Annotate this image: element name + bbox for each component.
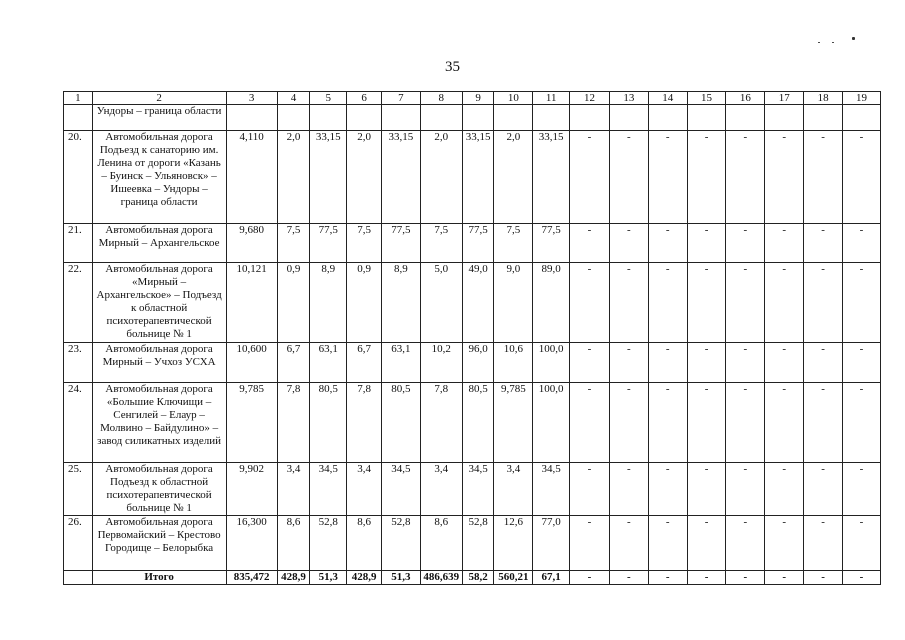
value-cell (687, 105, 726, 131)
value-cell: - (609, 263, 648, 343)
value-cell: 34,5 (381, 463, 420, 516)
road-name: Автомобильная дорога «Мирный – Архангельское» – Подъезд к областной психотерапевтической больнице № 1 (92, 263, 226, 343)
value-cell: - (687, 131, 726, 224)
header-cell: 15 (687, 92, 726, 105)
value-cell: 10,121 (226, 263, 277, 343)
total-value-cell: 428,9 (277, 571, 310, 585)
value-cell (310, 105, 347, 131)
total-value-cell: 58,2 (462, 571, 494, 585)
value-cell (226, 105, 277, 131)
total-value-cell: 67,1 (533, 571, 570, 585)
road-name: Автомобильная дорога Подъезд к областной психотерапевтической больнице № 1 (92, 463, 226, 516)
value-cell: - (687, 343, 726, 383)
value-cell: 7,5 (277, 224, 310, 263)
row-number: 20. (64, 131, 93, 224)
value-cell: - (726, 263, 765, 343)
value-cell: - (609, 383, 648, 463)
value-cell: 80,5 (381, 383, 420, 463)
total-value-cell: - (804, 571, 843, 585)
value-cell: - (609, 463, 648, 516)
value-cell: - (570, 224, 610, 263)
value-cell: - (609, 131, 648, 224)
value-cell: 10,600 (226, 343, 277, 383)
value-cell: 10,2 (420, 343, 462, 383)
value-cell: 9,902 (226, 463, 277, 516)
value-cell: - (570, 463, 610, 516)
value-cell: 2,0 (420, 131, 462, 224)
value-cell: - (765, 383, 804, 463)
scan-speck (852, 37, 855, 40)
total-value-cell: 835,472 (226, 571, 277, 585)
value-cell: - (843, 224, 881, 263)
total-value-cell: 560,21 (494, 571, 533, 585)
scan-speck (818, 42, 820, 43)
total-value-cell: - (843, 571, 881, 585)
value-cell: 0,9 (347, 263, 382, 343)
value-cell: - (843, 263, 881, 343)
header-cell: 5 (310, 92, 347, 105)
value-cell (765, 105, 804, 131)
value-cell: - (726, 383, 765, 463)
value-cell: 7,5 (494, 224, 533, 263)
road-name: Автомобильная дорога Первомайский – Крестово Городище – Белорыбка (92, 516, 226, 571)
value-cell (726, 105, 765, 131)
value-cell (347, 105, 382, 131)
header-cell: 7 (381, 92, 420, 105)
value-cell: 6,7 (347, 343, 382, 383)
value-cell: - (765, 131, 804, 224)
value-cell: 7,8 (347, 383, 382, 463)
value-cell: - (804, 383, 843, 463)
value-cell: - (843, 383, 881, 463)
value-cell: - (648, 343, 687, 383)
value-cell: 96,0 (462, 343, 494, 383)
value-cell: - (570, 516, 610, 571)
value-cell: - (609, 343, 648, 383)
value-cell: 100,0 (533, 383, 570, 463)
value-cell: 9,785 (494, 383, 533, 463)
value-cell: 8,9 (310, 263, 347, 343)
value-cell: 3,4 (420, 463, 462, 516)
value-cell: 33,15 (533, 131, 570, 224)
value-cell: - (648, 383, 687, 463)
row-number (64, 571, 93, 585)
header-cell: 17 (765, 92, 804, 105)
road-name: Автомобильная дорога Мирный – Архангельское (92, 224, 226, 263)
value-cell: - (804, 516, 843, 571)
value-cell: - (648, 516, 687, 571)
header-cell: 10 (494, 92, 533, 105)
total-value-cell: 51,3 (310, 571, 347, 585)
value-cell: 8,6 (277, 516, 310, 571)
header-cell: 16 (726, 92, 765, 105)
table-row (64, 105, 881, 131)
value-cell: 33,15 (381, 131, 420, 224)
header-cell: 3 (226, 92, 277, 105)
header-cell: 14 (648, 92, 687, 105)
value-cell: 34,5 (310, 463, 347, 516)
value-cell: 2,0 (277, 131, 310, 224)
value-cell: - (726, 516, 765, 571)
value-cell (277, 105, 310, 131)
value-cell: 9,0 (494, 263, 533, 343)
table-row (64, 263, 881, 343)
value-cell: - (687, 516, 726, 571)
total-value-cell: - (648, 571, 687, 585)
value-cell: - (687, 224, 726, 263)
value-cell: 33,15 (310, 131, 347, 224)
value-cell: - (609, 516, 648, 571)
value-cell: 7,8 (420, 383, 462, 463)
value-cell: 5,0 (420, 263, 462, 343)
value-cell: - (648, 263, 687, 343)
value-cell (533, 105, 570, 131)
total-value-cell: 51,3 (381, 571, 420, 585)
page-number: 35 (445, 59, 460, 75)
value-cell: 2,0 (494, 131, 533, 224)
value-cell: 2,0 (347, 131, 382, 224)
value-cell: - (804, 224, 843, 263)
value-cell (804, 105, 843, 131)
value-cell: 52,8 (381, 516, 420, 571)
value-cell: - (687, 463, 726, 516)
header-cell: 18 (804, 92, 843, 105)
value-cell: 52,8 (310, 516, 347, 571)
value-cell: 10,6 (494, 343, 533, 383)
header-cell: 8 (420, 92, 462, 105)
total-value-cell: - (570, 571, 610, 585)
value-cell: - (765, 463, 804, 516)
value-cell: 0,9 (277, 263, 310, 343)
value-cell: - (843, 516, 881, 571)
value-cell: 63,1 (381, 343, 420, 383)
scan-speck (832, 42, 834, 43)
total-value-cell: 428,9 (347, 571, 382, 585)
total-value-cell: - (726, 571, 765, 585)
value-cell: 9,680 (226, 224, 277, 263)
value-cell: 34,5 (533, 463, 570, 516)
value-cell: - (687, 263, 726, 343)
value-cell: 77,5 (533, 224, 570, 263)
value-cell: - (648, 224, 687, 263)
value-cell: 89,0 (533, 263, 570, 343)
value-cell (420, 105, 462, 131)
roads-table (63, 91, 881, 585)
header-cell: 6 (347, 92, 382, 105)
value-cell (843, 105, 881, 131)
value-cell: 80,5 (462, 383, 494, 463)
table-row (64, 343, 881, 383)
value-cell: - (648, 463, 687, 516)
value-cell: 80,5 (310, 383, 347, 463)
value-cell: - (843, 131, 881, 224)
road-name: Автомобильная дорога Мирный – Учхоз УСХА (92, 343, 226, 383)
value-cell: 3,4 (494, 463, 533, 516)
value-cell: 100,0 (533, 343, 570, 383)
value-cell: - (765, 343, 804, 383)
value-cell: - (765, 263, 804, 343)
value-cell: 7,5 (347, 224, 382, 263)
value-cell: 3,4 (277, 463, 310, 516)
value-cell: - (726, 343, 765, 383)
header-cell: 19 (843, 92, 881, 105)
value-cell: - (570, 131, 610, 224)
value-cell: - (726, 131, 765, 224)
row-number: 21. (64, 224, 93, 263)
table-row (64, 516, 881, 571)
table-row (64, 463, 881, 516)
value-cell: 9,785 (226, 383, 277, 463)
value-cell: - (570, 383, 610, 463)
value-cell: 16,300 (226, 516, 277, 571)
value-cell: 77,5 (381, 224, 420, 263)
value-cell: 33,15 (462, 131, 494, 224)
value-cell: 52,8 (462, 516, 494, 571)
value-cell (609, 105, 648, 131)
value-cell: 12,6 (494, 516, 533, 571)
value-cell: - (648, 131, 687, 224)
total-value-cell: - (765, 571, 804, 585)
row-number (64, 105, 93, 131)
value-cell: 8,6 (420, 516, 462, 571)
value-cell: 63,1 (310, 343, 347, 383)
value-cell: - (765, 516, 804, 571)
value-cell: - (804, 131, 843, 224)
header-cell: 13 (609, 92, 648, 105)
table-row (64, 131, 881, 224)
value-cell: - (843, 343, 881, 383)
value-cell: 77,0 (533, 516, 570, 571)
header-cell: 1 (64, 92, 93, 105)
total-value-cell: - (609, 571, 648, 585)
header-cell: 11 (533, 92, 570, 105)
value-cell: 77,5 (462, 224, 494, 263)
value-cell: 6,7 (277, 343, 310, 383)
row-number: 23. (64, 343, 93, 383)
header-cell: 9 (462, 92, 494, 105)
value-cell (494, 105, 533, 131)
header-cell: 4 (277, 92, 310, 105)
table-row (64, 224, 881, 263)
value-cell: 4,110 (226, 131, 277, 224)
value-cell: - (804, 463, 843, 516)
header-cell: 2 (92, 92, 226, 105)
row-number: 24. (64, 383, 93, 463)
value-cell (462, 105, 494, 131)
value-cell: 34,5 (462, 463, 494, 516)
value-cell: - (609, 224, 648, 263)
table-header-row (64, 92, 881, 105)
total-value-cell: - (687, 571, 726, 585)
value-cell: - (804, 263, 843, 343)
value-cell: - (843, 463, 881, 516)
road-name: Автомобильная дорога Подъезд к санаторию им. Ленина от дороги «Казань – Буинск – Ульяновск» – Ишеевка – Ундоры – граница области (92, 131, 226, 224)
row-number: 22. (64, 263, 93, 343)
value-cell (381, 105, 420, 131)
value-cell: - (726, 463, 765, 516)
value-cell: 8,9 (381, 263, 420, 343)
value-cell: - (687, 383, 726, 463)
value-cell: 3,4 (347, 463, 382, 516)
value-cell: 77,5 (310, 224, 347, 263)
header-cell: 12 (570, 92, 610, 105)
value-cell: 7,5 (420, 224, 462, 263)
value-cell (648, 105, 687, 131)
value-cell: - (726, 224, 765, 263)
road-name: Ундоры – граница области (92, 105, 226, 131)
total-label: Итого (92, 571, 226, 585)
total-value-cell: 486,639 (420, 571, 462, 585)
value-cell: 8,6 (347, 516, 382, 571)
value-cell (570, 105, 610, 131)
total-row (64, 571, 881, 585)
value-cell: - (804, 343, 843, 383)
row-number: 25. (64, 463, 93, 516)
value-cell: 49,0 (462, 263, 494, 343)
table-row (64, 383, 881, 463)
value-cell: 7,8 (277, 383, 310, 463)
road-name: Автомобильная дорога «Большие Ключищи – Сенгилей – Елаур – Молвино – Байдулино» – завод силикатных изделий (92, 383, 226, 463)
value-cell: - (765, 224, 804, 263)
value-cell: - (570, 263, 610, 343)
row-number: 26. (64, 516, 93, 571)
value-cell: - (570, 343, 610, 383)
